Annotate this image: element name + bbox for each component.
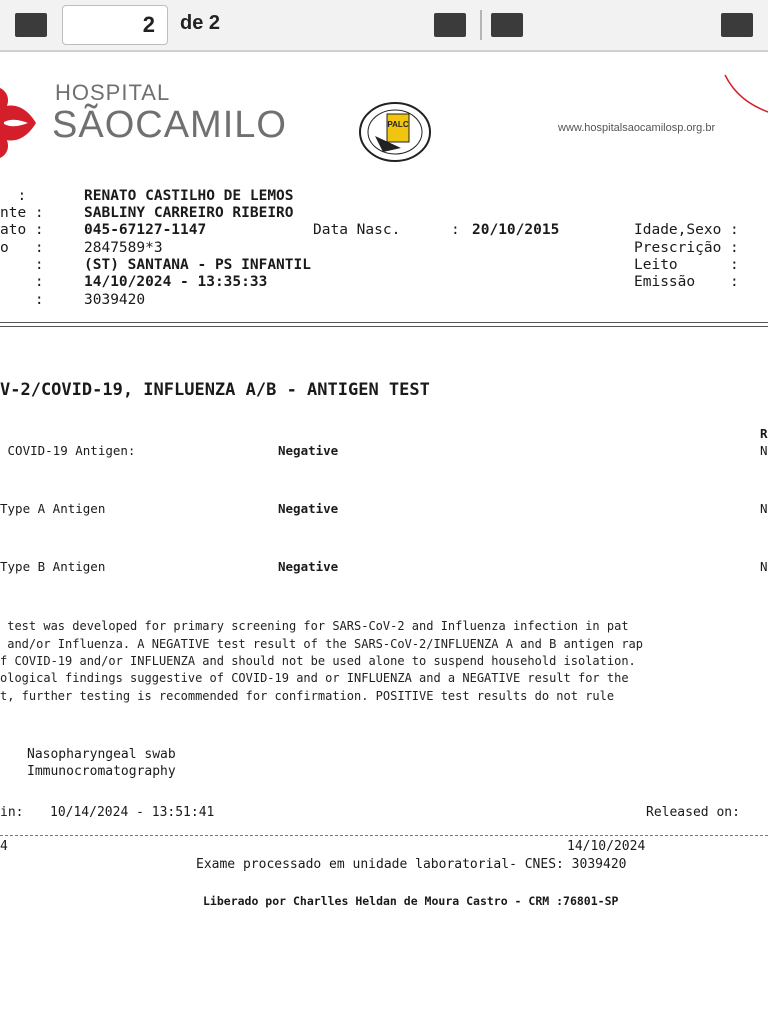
logo-line2: SÃOCAMILO: [52, 104, 287, 146]
released-label: Released on:: [646, 805, 740, 820]
patient-row4-label: o :: [0, 240, 44, 256]
emission-label: Emissão :: [634, 274, 739, 290]
bed-label: Leito :: [634, 257, 739, 273]
note-line: and/or Influenza. A NEGATIVE test result of the SARS-CoV-2/INFLUENZA A and B antigen rap: [0, 637, 643, 651]
result-value: Negative: [278, 501, 339, 516]
patient-row5-label: :: [0, 257, 44, 273]
footer-left-date: 4: [0, 839, 8, 854]
birth-date-colon: :: [451, 222, 460, 238]
received-value: 10/14/2024 - 13:51:41: [50, 805, 215, 820]
reference-header: R: [760, 426, 768, 441]
result-reference: N: [760, 559, 768, 574]
patient-row3-value: 045-67127-1147: [84, 222, 207, 238]
footer-right-date: 14/10/2024: [567, 839, 646, 854]
footer-divider: [0, 835, 768, 836]
previous-page-button[interactable]: [15, 13, 47, 37]
birth-date-value: 20/10/2015: [472, 222, 560, 238]
result-name: COVID-19 Antigen:: [0, 443, 136, 458]
patient-row7-label: :: [0, 292, 44, 308]
age-sex-label: Idade,Sexo :: [634, 222, 739, 238]
note-line: test was developed for primary screening for SARS-CoV-2 and Influenza infection in pat: [0, 619, 629, 633]
hospital-website: www.hospitalsaocamilosp.org.br: [558, 122, 716, 134]
zoom-in-button[interactable]: [491, 13, 523, 37]
patient-row7-value: 3039420: [84, 292, 146, 308]
page-number-input[interactable]: 2: [62, 5, 168, 45]
decorative-arc: [720, 70, 768, 115]
viewer-toolbar: [0, 0, 768, 52]
logo-line1: HOSPITAL: [55, 80, 171, 105]
header-divider-2: [0, 326, 768, 327]
patient-row6-value: 14/10/2024 - 13:35:33: [84, 274, 268, 290]
patient-row4-value: 2847589*3: [84, 240, 163, 256]
result-reference: N: [760, 443, 768, 458]
processed-note: Exame processado em unidade laboratorial- CNES: 3039420: [196, 857, 627, 872]
exam-title: V-2/COVID-19, INFLUENZA A/B - ANTIGEN TEST: [0, 380, 430, 400]
page-total-label: de 2: [180, 12, 221, 34]
note-line: ological findings suggestive of COVID-19 and or INFLUENZA and a NEGATIVE result for the: [0, 671, 629, 685]
note-line: f COVID-19 and/or INFLUENZA and should not be used alone to suspend household isolation.: [0, 654, 636, 668]
result-name: Type B Antigen: [0, 559, 106, 574]
zoom-out-button[interactable]: [434, 13, 466, 37]
result-value: Negative: [278, 559, 339, 574]
patient-row6-label: :: [0, 274, 44, 290]
received-label: in:: [0, 805, 24, 820]
patient-row2-value: SABLINY CARREIRO RIBEIRO: [84, 205, 294, 221]
patient-row5-value: (ST) SANTANA - PS INFANTIL: [84, 257, 311, 273]
birth-date-label: Data Nasc.: [313, 222, 401, 238]
result-value: Negative: [278, 443, 339, 458]
toolbar-separator: [480, 10, 482, 40]
prescription-label: Prescrição :: [634, 240, 739, 256]
result-reference: N: [760, 501, 768, 516]
note-line: t, further testing is recommended for confirmation. POSITIVE test results do not rule: [0, 689, 615, 703]
hospital-logo-emblem-icon: [0, 78, 45, 168]
patient-row3-label: ato :: [0, 222, 44, 238]
test-method: Immunocromatography: [27, 764, 176, 779]
released-by: Liberado por Charlles Heldan de Moura Castro - CRM :76801-SP: [203, 894, 619, 908]
palc-seal-icon: [357, 100, 433, 164]
sample-type: Nasopharyngeal swab: [27, 747, 176, 762]
result-name: Type A Antigen: [0, 501, 106, 516]
patient-row1-label: :: [0, 188, 27, 204]
patient-row2-label: nte :: [0, 205, 44, 221]
header-divider-1: [0, 322, 768, 323]
patient-name: RENATO CASTILHO DE LEMOS: [84, 188, 294, 204]
seal-text: PALC: [387, 120, 409, 129]
menu-button[interactable]: [721, 13, 753, 37]
